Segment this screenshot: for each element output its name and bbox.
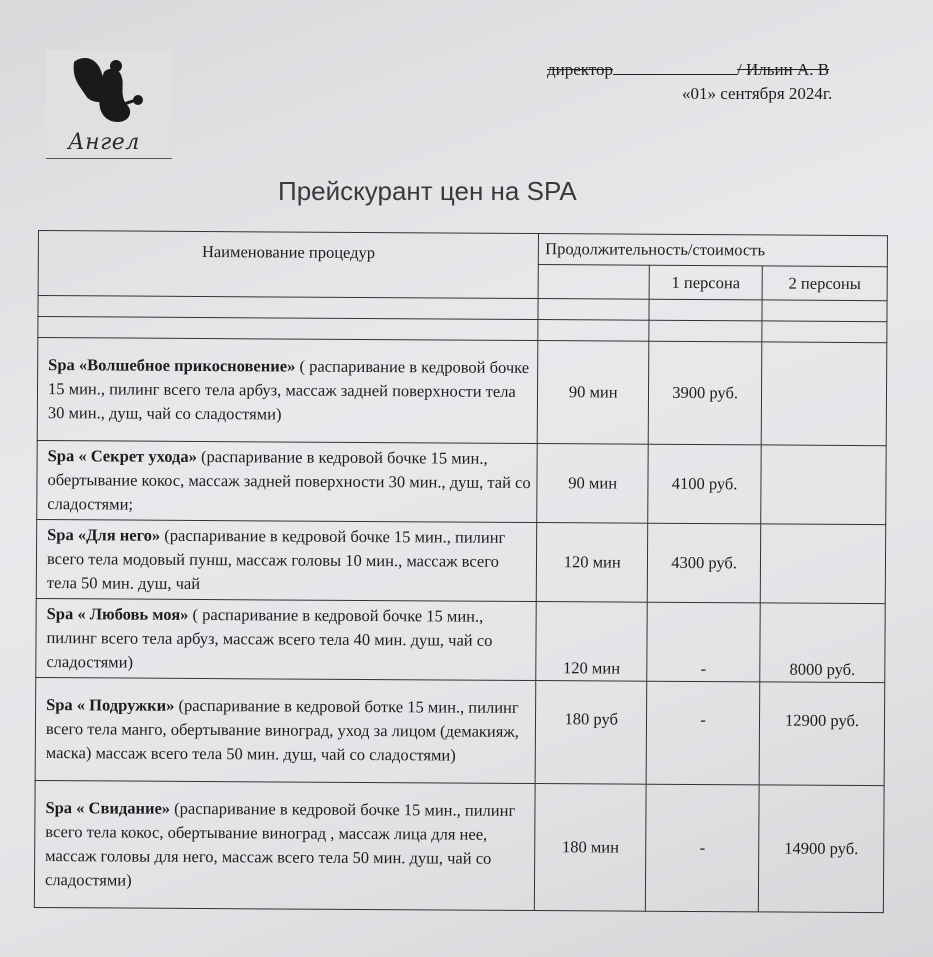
duration-cell: 120 мин	[537, 523, 648, 603]
duration-cell: 120 мин	[536, 602, 647, 682]
header-two-persons: 2 персоны	[762, 266, 887, 301]
header-duration-cost: Продолжительность/стоимость	[539, 234, 888, 267]
procedure-cell	[34, 780, 535, 910]
table-row	[37, 338, 887, 446]
procedure-name: Spa « Секрет ухода»	[47, 446, 197, 466]
table-header-row	[38, 231, 887, 267]
procedure-name: Spa «Волшебное прикосновение»	[48, 355, 296, 376]
duration-cell: 90 мин	[538, 341, 649, 445]
procedure-cell	[37, 338, 538, 444]
price-two-persons	[761, 342, 887, 446]
procedure-description: (распаривание в кедровой бочке 15 мин., пилинг всего тела кокос, обертывание виноград , массаж лица для нее, массаж головы для него, массаж всего тела 50 мин. душ, чай со сладостями)	[44, 798, 516, 890]
table-row	[36, 598, 885, 682]
logo-text: Ангел	[68, 130, 140, 155]
price-table	[34, 230, 888, 913]
price-one-person: -	[647, 602, 760, 682]
price-one-person: 4300 руб.	[647, 523, 760, 603]
price-one-person: -	[646, 681, 760, 785]
procedure-cell	[36, 598, 537, 680]
procedure-description: (распаривание в кедровой бочке 15 мин., обертывание кокос, массаж задней поверхности 30 мин., душ, тай со сладостями;	[47, 446, 531, 514]
signature-label: директор	[547, 60, 614, 79]
price-one-person: 3900 руб.	[648, 341, 762, 445]
price-two-persons	[761, 445, 886, 525]
procedure-name: Spa « Подружки»	[46, 695, 175, 715]
signature-blank	[613, 60, 737, 75]
price-two-persons: 12900 руб.	[759, 682, 885, 786]
document-date: «01» сентября 2024г.	[682, 84, 833, 103]
header-duration-empty	[538, 265, 649, 300]
duration-cell: 90 мин	[537, 444, 648, 524]
price-two-persons	[760, 524, 885, 604]
procedure-description: ( распаривание в кедровой бочке 15 мин., пилинг всего тела арбуз, массаж задней поверхности тела 30 мин., душ, чай со сладостями)	[47, 356, 530, 424]
logo-underline	[46, 158, 172, 159]
procedure-cell	[36, 519, 537, 601]
table-row	[36, 519, 885, 603]
page-title: Прейскурант цен на SPA	[278, 176, 577, 206]
price-two-persons: 14900 руб.	[758, 785, 884, 913]
header-procedure: Наименование процедур	[38, 231, 539, 299]
duration-cell: 180 руб	[535, 681, 646, 785]
procedure-name: Spa « Любовь моя»	[46, 604, 189, 624]
table-row	[35, 677, 885, 785]
director-signature-line	[547, 60, 829, 80]
table-row	[37, 440, 886, 524]
procedure-cell	[37, 440, 538, 522]
procedure-name: Spa «Для него»	[47, 525, 161, 545]
angel-icon	[64, 52, 154, 132]
procedure-name: Spa « Свидание»	[45, 798, 171, 818]
procedure-description: (распаривание в кедровой бочке 15 мин., пилинг всего тела модовый пунш, массаж головы 10 мин., массаж всего тела 50 мин. душ, чай	[46, 525, 506, 593]
duration-cell: 180 мин	[535, 784, 647, 912]
price-two-persons: 8000 руб.	[760, 603, 885, 683]
price-one-person: 4100 руб.	[648, 444, 761, 524]
header-one-person: 1 персона	[649, 265, 762, 300]
procedure-description: (распаривание в кедровой ботке 15 мин., пилинг всего тела манго, обертывание виноград, уход за лицом (демакияж, маска) массаж всего тела 50 мин. душ, чай со сладостями)	[45, 695, 519, 765]
price-one-person: -	[646, 784, 760, 912]
signature-name: / Ильин А. В	[737, 60, 830, 79]
table-row	[34, 780, 884, 912]
procedure-cell	[35, 677, 536, 783]
procedure-description: ( распаривание в кедровой бочке 15 мин., пилинг всего тела арбуз, массаж всего тела 40 мин. душ, чай со сладостями)	[46, 604, 493, 672]
company-logo	[46, 50, 172, 164]
